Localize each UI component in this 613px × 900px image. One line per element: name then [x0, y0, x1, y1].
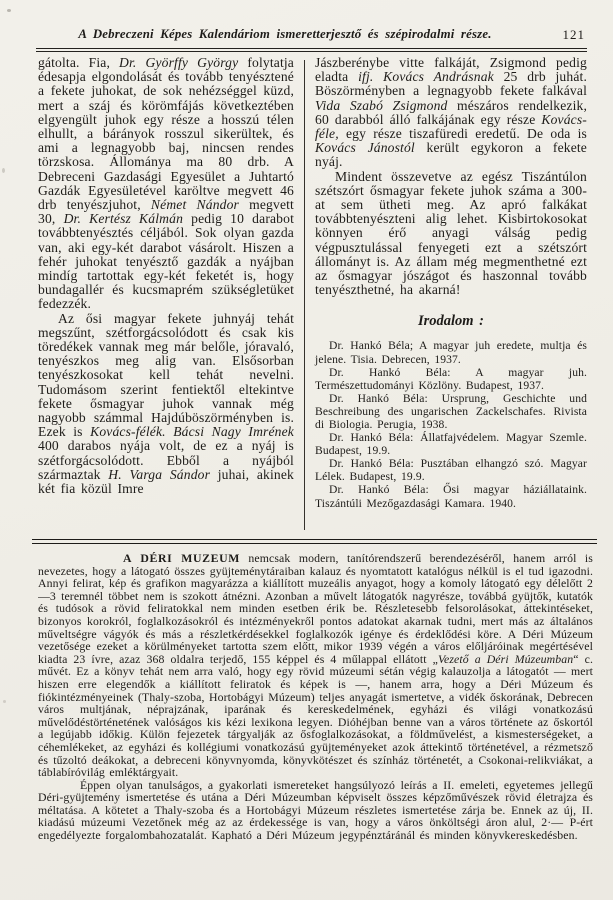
italic-text-run: Vida Szabó Zsigmond	[315, 97, 448, 113]
column-divider	[304, 60, 305, 530]
italic-text-run: Kovács-féle,	[315, 111, 587, 142]
scan-speck	[7, 9, 11, 12]
paragraph	[315, 170, 587, 298]
header-rule	[36, 48, 587, 52]
text-run: juhai, akinek két fia közül Imre	[38, 466, 294, 497]
bibliography-entry: Dr. Hankó Béla: A magyar juh. Természettudományi Közlöny. Budapest, 1937.	[315, 365, 587, 392]
text-run: Az ősi magyar fekete juhnyáj tehát megszűnt, szétforgácsolódott és csak kis töredékek vannak meg már belőle, jóravaló, tenyészkos meg alig van. Elsősorban tenyészkosokat kell tehát nevelni. Tudomásom szerint fentiektől eltekintve fekete ősmagyar juhok vannak még nagyobb számmal Hajdúböszörményben is. Ezek is	[38, 310, 294, 440]
page-header	[38, 27, 587, 47]
paragraph	[38, 552, 593, 779]
italic-text-run: Kovács Jánostól	[315, 140, 415, 156]
italic-text-run: Dr. Györffy György	[119, 56, 239, 70]
literature-heading: Irodalom :	[417, 313, 485, 330]
scan-speck	[3, 700, 6, 703]
literature-list	[315, 339, 587, 509]
text-run: megvett 30,	[38, 197, 294, 227]
bold-text-run: A DÉRI MUZEUM	[123, 552, 240, 565]
text-run: “ c. művét. Ez a könyv tehát nem arra való, hogy egy rövid múzeumi sétán végig kalauzolja a látogatót — mert hiszen erre elegendők a kiállított feliratok és képek is —, hanem arra, hogy a Déri Múzeum és fiókintézményeinek (Thaly-szoba, Hortobágyi Múzeum) teljes anyagát ismertetve, a vidék őskorának, Debrecen város multjának, néprajzának, iparának és kereskedelmének, egyházi és világi vonatkozású művelődéstörténetének valóságos kis kézi lexikona legyen. Dióhéjban benne van a város története az őskortól a legújabb időkig. Külön fejezetek tárgyalják az ősfoglalkozásokat, a földművelést, a kismesterségeket, a céhemlékeket, az egyházi és kollégiumi vonatkozású gyüjteményeket azok áttekintő történetével, a rézmetsző és tűzoltó deákokat, a debreceni könyvnyomda, könyvkötészet és színház történetét, a Csokonai-relikviákat, a táblabíróvilág emléktárgyait.	[38, 651, 593, 780]
text-run: 400 darabos nyája volt, de ez a nyáj is szétforgácsolódott. Ebből a nyájból származtak	[38, 438, 294, 482]
text-run: mészáros rendelkezik, 60 darabból álló falkájának egy része	[315, 97, 587, 127]
text-run: gátolta. Fia,	[38, 56, 120, 70]
text-run: egy része tiszafüredi eredetű. De oda is	[338, 126, 587, 142]
italic-text-run: Kovács-félék.	[90, 424, 166, 440]
section-divider	[32, 539, 597, 544]
text-run: került egykoron a fekete nyáj.	[315, 140, 587, 170]
museum-section	[38, 552, 593, 872]
bibliography-entry: Dr. Hankó Béla: Állatfajvédelem. Magyar Szemle. Budapest, 19.9.	[315, 431, 587, 458]
italic-text-run: Dr. Kertész Kálmán	[63, 211, 184, 227]
paragraph	[38, 779, 593, 842]
right-column-text	[315, 56, 587, 297]
running-title: A Debreczeni Képes Kalendáriom ismeretterjesztő és szépirodalmi része.	[78, 27, 492, 41]
scan-speck	[2, 168, 5, 173]
italic-text-run: ifj. Kovács Andrásnak	[358, 69, 494, 85]
italic-text-run: Vezető a Déri Múzeumban	[437, 651, 574, 666]
italic-text-run: Bácsi Nagy Imrének	[173, 424, 294, 440]
text-run: Mindent összevetve az egész Tiszántúlon szétszórt ősmagyar fekete juhok száma a 300-at sem ütheti meg. Az apró falkákat továbbtenyészteni alig lehet. Kisbirtokosokat könnyen érő anyagi válság pedig végpusztulással fenyegeti ezt a szétszórt állományt is. Az állam még megmenthetné ezt az ősmagyar jószágot és haszonnal tovább tenyészthetné, ha akarná!	[315, 168, 587, 298]
article-columns	[38, 56, 587, 538]
paragraph	[315, 56, 587, 170]
text-run: Jászberénybe vitte falkáját, Zsigmond pedig eladta	[315, 56, 587, 85]
page-number: 121	[562, 27, 585, 42]
left-column	[38, 56, 294, 538]
italic-text-run: Német Nándor	[150, 197, 239, 213]
bibliography-entry: Dr. Hankó Béla; A magyar juh eredete, multja és jelene. Tisia. Debrecen, 1937.	[315, 339, 587, 366]
paragraph	[38, 56, 294, 312]
paragraph	[38, 312, 294, 497]
text-run: 25 drb juhát. Böszörményben a legnagyobb fekete falkával	[315, 69, 587, 99]
bibliography-entry: Dr. Hankó Béla: Ursprung, Geschichte und Beschreibung des ungarischen Zackelschafes. Rivista di Biologia. Perugia, 1938.	[315, 391, 587, 432]
text-run: folytatja édesapja elgondolását és tovább tenyésztené a fekete juhokat, de sok nehézséggel küzd, mert a száj és körömfájás következtében elgyengült juhok egy része a hosszú télen elhullt, a bárányok rosszul sikerültek, és ami a legnagyobb baj, nincsen rendes törzskosa. Állománya ma 80 drb. A Debreceni Gazdasági Egyesület a Juhtartó Gazdák Egyesületével karöltve megvett 46 drb tenyészjuhot,	[38, 56, 294, 213]
text-run: Éppen olyan tanulságos, a gyakorlati ismereteket hangsúlyozó leírás a II. emeleti, egyetemes jellegű Déri-gyüjtemény ismertetése és utána a Déri Múzeumban képviselt összes képzőművészek rövid életrajza és méltatása. A kötetet a Thaly-szoba és a Hortobágyi Múzeum részletes ismertetése zárja be. Ennek az új, II. kiadású múzeumi Vezetőnek még az az érdekessége is van, hogy a város önköltségi áron alul, 2·— P-ért engedélyezte forgalombahozatalát. Kapható a Déri Múzeum jegypénztáránál és minden könyvkereskedésben.	[38, 777, 593, 843]
right-column	[315, 56, 587, 538]
bibliography-entry: Dr. Hankó Béla: Ősi magyar háziállataink. Tiszántúli Mezőgazdasági Kamara. 1940.	[315, 483, 587, 510]
bibliography-entry: Dr. Hankó Béla: Pusztában elhangzó szó. Magyar Lélek. Budapest, 19.9.	[315, 457, 587, 484]
text-run: nemcsak modern, tanítórendszerű berendezéséről, hanem arról is nevezetes, hogy a látogató összes gyüjteménytáraiban kalauz és nyomtatott katalógus nélkül is el tud igazodni. Annyi felirat, kép és grafikon magyarázza a kiállított muzeális anyagot, hogy a komoly látogató egy délelőtt 2—3 teremnél többet nem is szokott átnézni. Azonban a művelt látogatók nagyrésze, továbbá gyüjtők, kutatók és tudósok a rövid feliratokkal nem minden esetben érik be. Részletesebb felsorolásokat, áttekintéseket, bizonyos korokról, foglalkozásokról és intézményekről pontos adatokat akarnak tudni, mert más az általános műveltségre vágyók és más a részletkérdésekkel foglalkozók igénye és érdeklődési köre. A Déri Múzeum vezetősége ezeket a körülményeket tartotta szem előtt, mikor 1939 végén a város előljáróinak megértésével kiadta 23 ívre, azaz 368 oldalra terjedő, 155 képpel és 4 műlappal ellátott „	[38, 552, 593, 666]
italic-text-run: H. Varga Sándor	[108, 466, 211, 482]
text-run: pedig 10 darabot továbbtenyésztés céljából. Sok olyan gazda van, aki egy-két darabot vásárolt. Hiszen a fehér juhokat tenyésztő gazdák a nyájban mindíg tartottak egy-két feketét is, hogy bundagallér és kucsmaprém szükségletüket fedezzék.	[38, 211, 294, 312]
